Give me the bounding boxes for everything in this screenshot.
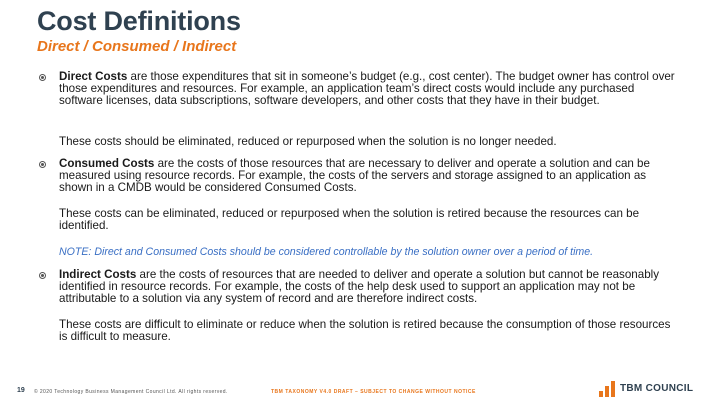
bullet-indirect-costs bbox=[59, 269, 681, 305]
bullet-circle-icon bbox=[39, 74, 46, 81]
tbm-council-logo bbox=[598, 380, 702, 398]
term-direct-costs: Direct Costs bbox=[59, 70, 128, 83]
indirect-costs-followup: These costs are difficult to eliminate or reduce when the solution is retired because the consumption of those resources is difficult to measure. bbox=[59, 318, 671, 343]
copyright-text: © 2020 Technology Business Management Council Ltd. All rights reserved. bbox=[34, 389, 228, 395]
slide-subtitle: Direct / Consumed / Indirect bbox=[37, 38, 237, 55]
term-indirect-costs: Indirect Costs bbox=[59, 268, 137, 281]
logo-text: TBM COUNCIL bbox=[620, 383, 694, 394]
page-number: 19 bbox=[17, 387, 25, 394]
bullet-consumed-costs bbox=[59, 158, 681, 194]
bullet-circle-icon bbox=[39, 161, 46, 168]
consumed-costs-followup: These costs can be eliminated, reduced or repurposed when the solution is retired because the resources can be identified. bbox=[59, 207, 640, 232]
draft-notice: TBM TAXONOMY V4.0 DRAFT – SUBJECT TO CHANGE WITHOUT NOTICE bbox=[271, 389, 476, 395]
bullet-indirect-text: are the costs of resources that are needed to deliver and operate a solution but cannot be reasonably identified in resource records. For example, the costs of the help desk used to support an application may not be attributable to a solution via any system of record and are therefore indirect costs. bbox=[59, 268, 660, 305]
term-consumed-costs: Consumed Costs bbox=[59, 157, 155, 170]
bullet-direct-text: are those expenditures that sit in someone’s budget (e.g., cost center). The budget owner has control over those expenditures and resources. For example, an application team’s direct costs would include any purchased software licenses, data subscriptions, software developers, and other costs that they have in their budget. bbox=[59, 70, 675, 107]
bullet-direct-costs bbox=[59, 71, 681, 107]
note-text: NOTE: Direct and Consumed Costs should be considered controllable by the solution owner over a period of time. bbox=[59, 246, 594, 258]
bullet-consumed-text: are the costs of those resources that are necessary to deliver and operate a solution and can be measured using resource records. For example, the costs of the servers and storage assigned to an application as shown in a CMDB would be considered Consumed Costs. bbox=[59, 157, 650, 194]
slide-title: Cost Definitions bbox=[37, 6, 241, 36]
logo-bars-icon bbox=[598, 380, 616, 398]
bullet-circle-icon bbox=[39, 272, 46, 279]
direct-costs-followup: These costs should be eliminated, reduced or repurposed when the solution is no longer needed. bbox=[59, 135, 557, 148]
